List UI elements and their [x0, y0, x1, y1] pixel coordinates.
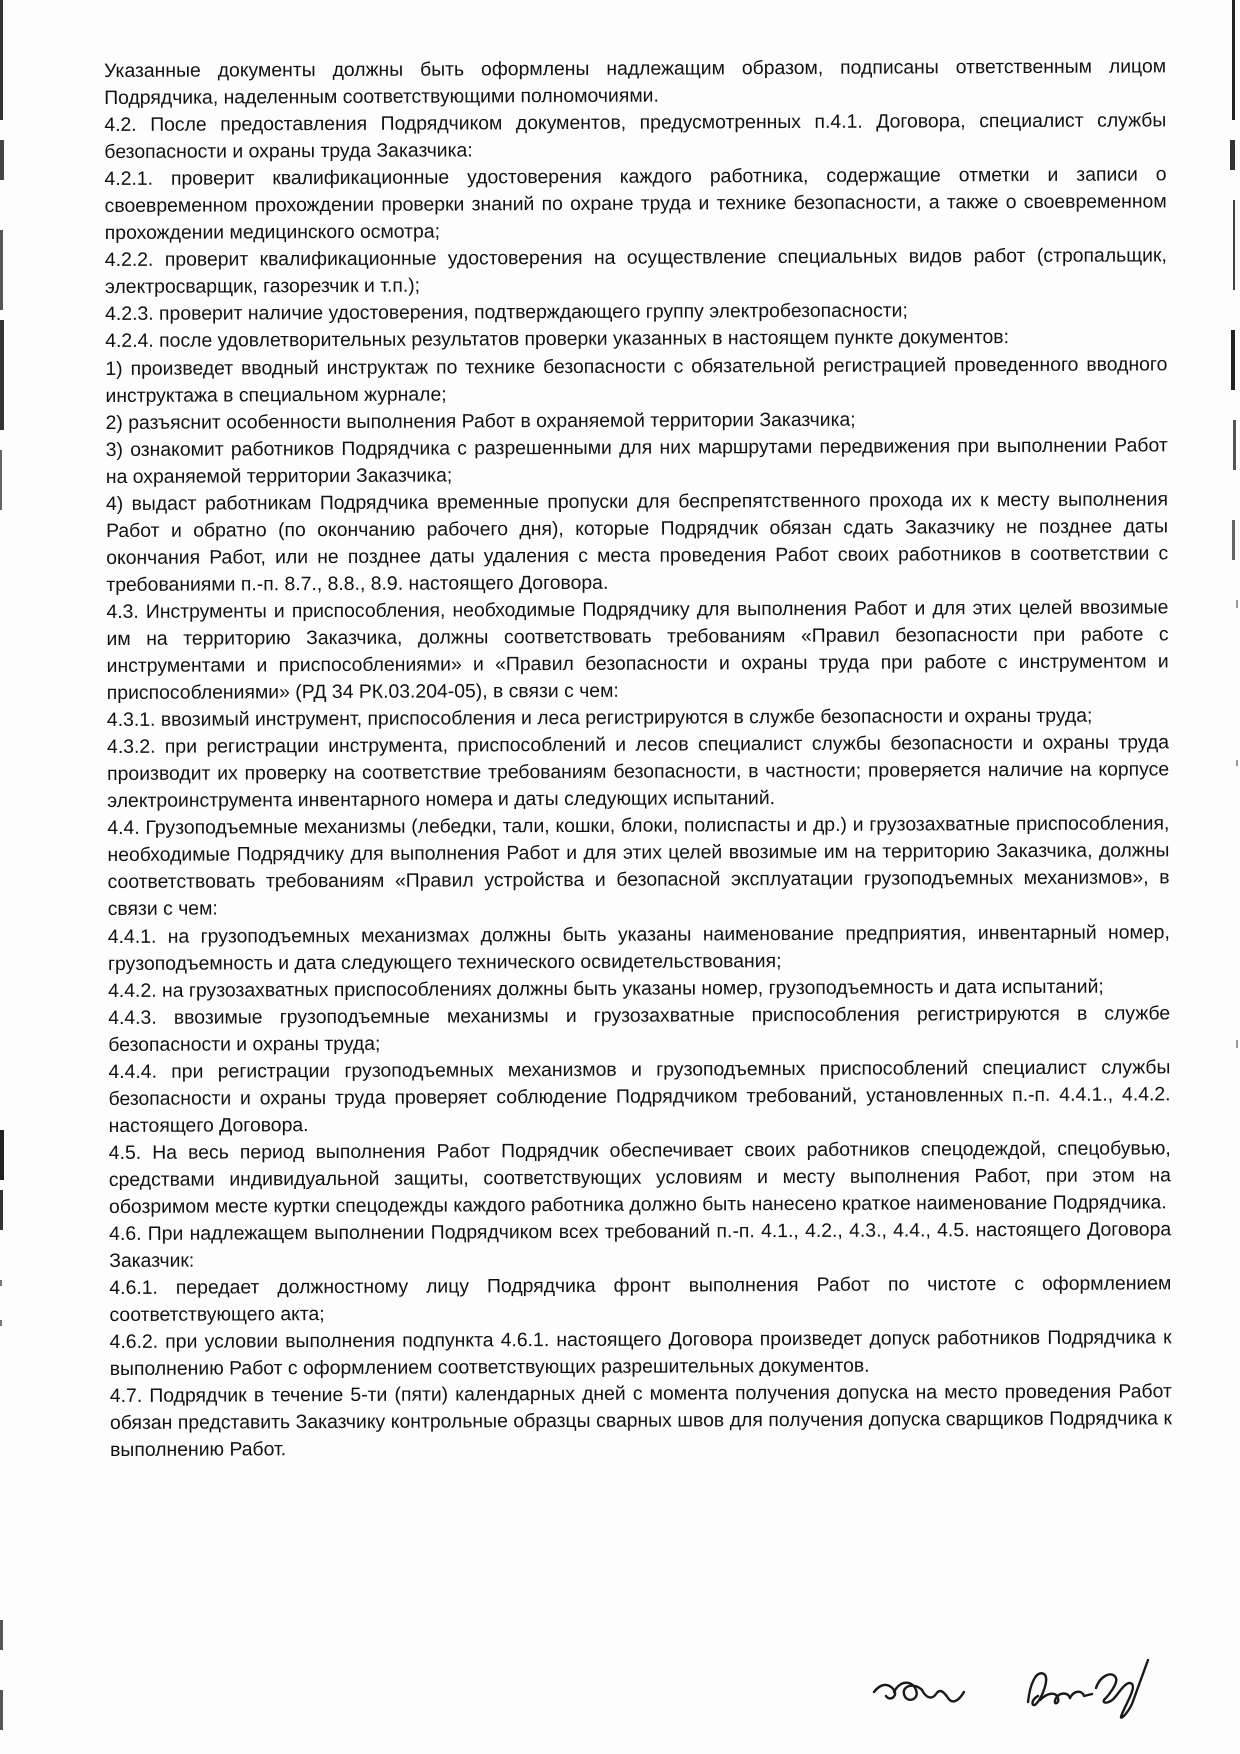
paragraph-intro: Указанные документы должны быть оформлены надлежащим образом, подписаны ответственным лицом Подрядчика, наделенным соответствующими полномочиями.	[104, 55, 1167, 110]
paragraph-4-4-3: 4.4.3. ввозимые грузоподъемные механизмы и грузозахватные приспособления регистрируются в службе безопасности и охраны труда;	[108, 1001, 1171, 1056]
paragraph-4-2-4: 4.2.4. после удовлетворительных результатов проверки указанных в настоящем пункте документов:	[105, 326, 1010, 353]
list-item-1: 1) произведет вводный инструктаж по технике безопасности с обязательной регистрацией проведенного вводного инструктажа в специальном журнале;	[105, 352, 1168, 407]
paragraph-4-4-2: 4.4.2. на грузозахватных приспособлениях должны быть указаны номер, грузоподъемность и дата испытаний;	[108, 975, 1104, 1002]
paragraph-4-4: 4.4. Грузоподъемные механизмы (лебедки, тали, кошки, блоки, полиспасты и др.) и грузозахватные приспособления, необходимые Подрядчику для выполнения Работ и для этих целей ввозимые им на территорию Заказчика, должны соответствовать требованиям «Правил устройства и безопасной эксплуатации грузоподъемных механизмов», в связи с чем:	[107, 812, 1170, 921]
paragraph-4-2-1: 4.2.1. проверит квалификационные удостоверения каждого работника, содержащие отметки и записи о своевременном прохождении проверки знаний по охране труда и технике безопасности, а также о своевременном прохождении медицинского осмотра;	[104, 163, 1167, 245]
paragraph-4-7: 4.7. Подрядчик в течение 5-ти (пяти) календарных дней с момента получения допуска на место проведения Работ обязан представить Заказчику контрольные образцы сварных швов для получения допуска сварщиков Подрядчика к выполнению Работ.	[109, 1380, 1172, 1462]
paragraph-4-3: 4.3. Инструменты и приспособления, необходимые Подрядчику для выполнения Работ и для этих целей ввозимые им на территорию Заказчика, должны соответствовать требованиям «Правил безопасности при работе с инструментами и приспособлениями» и «Правил безопасности и охраны труда при работе с инструментом и приспособлениями» (РД 34 РК.03.204-05), в связи с чем:	[106, 596, 1169, 705]
paragraph-4-6-2: 4.6.2. при условии выполнения подпункта 4.6.1. настоящего Договора произведет допуск работников Подрядчика к выполнению Работ с оформлением соответствующих разрешительных документов.	[109, 1326, 1172, 1381]
paragraph-4-2: 4.2. После предоставления Подрядчиком документов, предусмотренных п.4.1. Договора, специалист службы безопасности и охраны труда Заказчика:	[104, 109, 1167, 164]
handwritten-signatures-icon	[860, 1640, 1200, 1730]
paragraph-4-4-4: 4.4.4. при регистрации грузоподъемных механизмов и грузоподъемных приспособлений специалист службы безопасности и охраны труда проверяет соблюдение Подрядчиком требований, установленных п.-п. 4.4.1., 4.4.2. настоящего Договора.	[108, 1056, 1171, 1137]
paragraph-4-3-1: 4.3.1. ввозимый инструмент, приспособления и леса регистрируются в службе безопасности и охраны труда;	[106, 704, 1093, 732]
paragraph-4-6-1: 4.6.1. передает должностному лицу Подрядчика фронт выполнения Работ по чистоте с оформлением соответствующего акта;	[109, 1272, 1172, 1327]
scan-edge-marks-right	[1218, 0, 1240, 1754]
paragraph-4-6: 4.6. При надлежащем выполнении Подрядчиком всех требований п.-п. 4.1., 4.2., 4.3., 4.4., 4.5. настоящего Договора Заказчик:	[109, 1218, 1172, 1273]
paragraph-4-2-3: 4.2.3. проверит наличие удостоверения, подтверждающего группу электробезопасности;	[105, 299, 908, 326]
paragraph-4-4-1: 4.4.1. на грузоподъемных механизмах должны быть указаны наименование предприятия, инвентарный номер, грузоподъемность и дата следующего технического освидетельствования;	[107, 920, 1170, 975]
paragraph-4-2-2: 4.2.2. проверит квалификационные удостоверения на осуществление специальных видов работ (стропальщик, электросварщик, газорезчик и т.п.);	[104, 244, 1167, 299]
document-text	[104, 53, 1172, 1464]
paragraph-4-3-2: 4.3.2. при регистрации инструмента, приспособлений и лесов специалист службы безопасности и охраны труда производит их проверку на соответствие требованиям безопасности, в частности; проверяется наличие на корпусе электроинструмента инвентарного номера и даты следующих испытаний.	[106, 731, 1170, 813]
list-item-4: 4) выдаст работникам Подрядчика временные пропуски для беспрепятственного прохода их к месту выполнения Работ и обратно (по окончанию рабочего дня), которые Подрядчик обязан сдать Заказчику не позднее даты окончания Работ, или не позднее даты удаления с места проведения Работ своих работников в соответствии с требованиями п.-п. 8.7., 8.8., 8.9. настоящего Договора.	[105, 488, 1169, 596]
scan-edge-marks-left	[0, 0, 14, 1754]
list-item-3: 3) ознакомит работников Подрядчика с разрешенными для них маршрутами передвижения при выполнении Работ на охраняемой территории Заказчика;	[105, 434, 1168, 488]
list-item-2: 2) разъяснит особенности выполнения Работ в охраняемой территории Заказчика;	[105, 408, 856, 434]
paragraph-4-5: 4.5. На весь период выполнения Работ Подрядчик обеспечивает своих работников спецодеждой, спецобувью, средствами индивидуальной защиты, соответствующих условиям и месту выполнения Работ, при этом на обозримом месте куртки спецодежды каждого работника должно быть нанесено краткое наименование Подрядчика.	[108, 1137, 1171, 1218]
